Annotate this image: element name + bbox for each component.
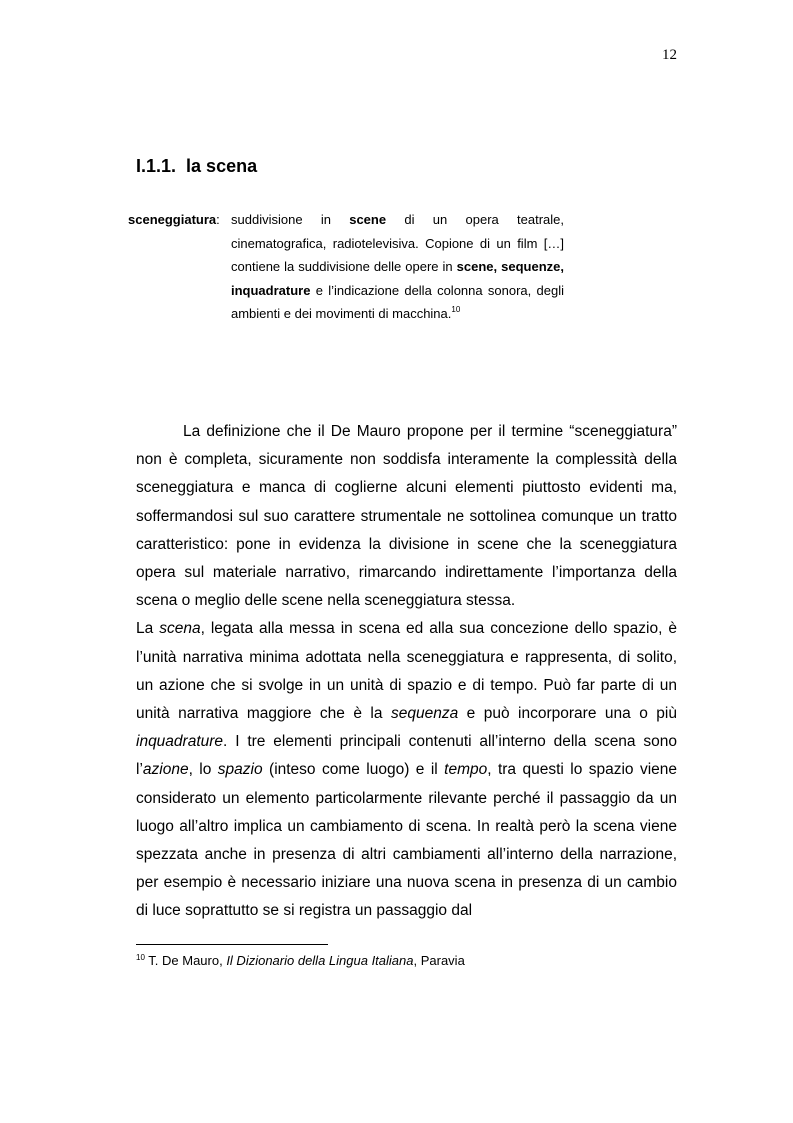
definition-text: di un opera teatrale, cinematografica, radiotelevisiva. Copione di un film […] contiene la suddivisione delle opere in <box>231 212 564 274</box>
definition-bold-term: scene, sequenze, inquadrature <box>231 259 564 298</box>
section-heading <box>136 156 257 177</box>
footnote-marker: 10 <box>136 953 145 962</box>
paragraph-text: . I tre elementi principali contenuti all’interno della scena sono l’ <box>136 733 677 779</box>
italic-term: inquadrature <box>136 733 224 751</box>
italic-term: tempo <box>444 761 488 779</box>
italic-term: spazio <box>217 761 263 779</box>
paragraph: La definizione che il De Mauro propone per il termine “sceneggiatura” non è completa, sicuramente non soddisfa interamente la complessità della sceneggiatura e manca di coglierne alcuni elementi piuttosto evidenti ma, soffermandosi sul suo carattere strumentale ne sottolinea comunque un tratto caratteristico: pone in evidenza la divisione in scene che la sceneggiatura opera sul materiale narrativo, rimarcando indirettamente l’importanza della scena o meglio delle scene nella sceneggiatura stessa. <box>136 423 677 610</box>
definition-term-word: sceneggiatura <box>128 212 217 227</box>
paragraph-text: , tra questi lo spazio viene considerato un elemento particolarmente rilevante perché il passaggio da un luogo all’altro implica un cambiamento di scena. In realtà però la scena viene spezzata anche in presenza di altri cambiamenti all’interno della narrazione, per esempio è necessario iniziare una nuova scena in presenza di un cambio di luce soprattutto se si registra un passaggio dal <box>136 761 678 920</box>
paragraph-text: e può incorporare una o più <box>458 705 677 723</box>
paragraph-text: La <box>136 620 160 638</box>
definition-text: suddivisione in <box>231 212 350 227</box>
section-title: la scena <box>186 156 258 176</box>
definition-body <box>231 208 564 326</box>
body-text <box>136 418 677 926</box>
footnote-author: T. De Mauro, <box>144 953 227 968</box>
paragraph <box>136 615 677 925</box>
paragraph-text: , legata alla messa in scena ed alla sua concezione dello spazio, è l’unità narrativa minima adottata nella sceneggiatura e rappresenta, di solito, un azione che si svolge in un unità di spazio e di tempo. Può far parte di un unità narrativa maggiore che è la <box>136 620 677 723</box>
paragraph-text: (inteso come luogo) e il <box>262 761 445 779</box>
dictionary-definition <box>128 208 564 326</box>
italic-term: azione <box>142 761 189 779</box>
footnote <box>136 952 465 970</box>
definition-term <box>128 208 220 232</box>
footnote-reference: 10 <box>451 305 461 314</box>
footnote-separator <box>136 944 328 945</box>
footnote-publisher: , Paravia <box>413 953 465 968</box>
definition-colon: : <box>216 212 220 227</box>
definition-bold-term: scene <box>349 212 387 227</box>
italic-term: scena <box>159 620 201 638</box>
italic-term: sequenza <box>390 705 459 723</box>
page-number: 12 <box>662 47 677 63</box>
paragraph-text: , lo <box>188 761 218 779</box>
footnote-title: Il Dizionario della Lingua Italiana <box>226 953 414 968</box>
section-number: I.1.1. <box>136 156 177 176</box>
definition-text: e l’indicazione della colonna sonora, degli ambienti e dei movimenti di macchina. <box>231 282 564 321</box>
